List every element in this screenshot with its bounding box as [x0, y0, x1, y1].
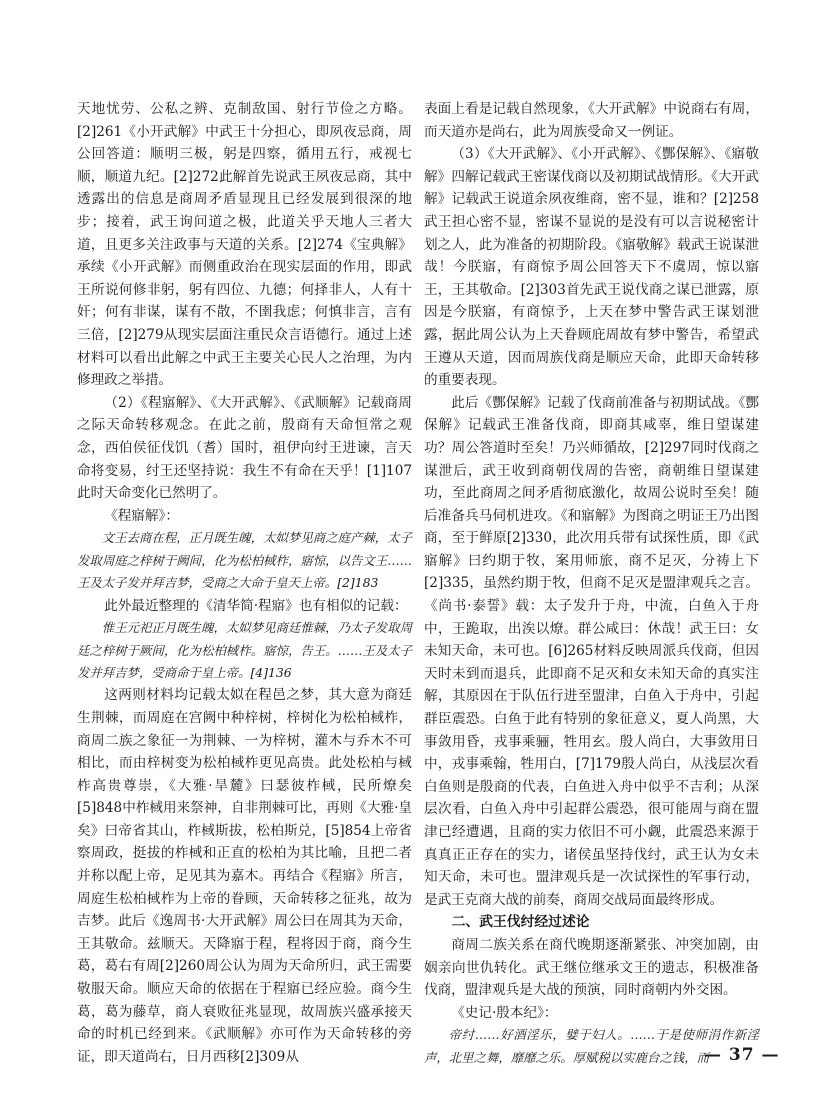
left-quote-1: 文王去商在程，正月既生魄，太姒梦见商之庭产棘，太子发取周庭之梓树于阙间，化为松柏棫柞，寤惊，以告文王……王及太子发并拜吉梦，受商之大命于皇天上帝。[2]183 — [77, 530, 412, 591]
right-paragraph-3: 此后《酆保解》记载了伐商前准备与初期试战。《酆保解》记载武王准备伐商，即商其咸辜，维日望谋建功？周公答道时至矣！乃兴师循故，[2]297同时伐商之谋泄后，武王收到商朝伐周的告密，商朝维日望谋建功，至此商周之间矛盾彻底激化，故周公说时至矣！随后准备兵马伺机进攻。《和寤解》为图商之明证王乃出图商，至于鲜原[2]330，此次用兵带有试探性质，即《武寤解》曰约期于牧，案用师旅，商不足灭，分祷上下[2]335，虽然约期于牧，但商不足灭是盟津观兵之言。《尚书·泰誓》载：太子发升于舟，中流，白鱼入于舟中，王跪取，出涘以燎。群公咸曰：休哉！武王曰：女未知天命，未可也。[6]265材料反映周派兵伐商，但因天时未到而退兵，此即商不足灭和女未知天命的真实注解，其原因在于队伍行进至盟津，白鱼入于舟中，引起群臣震恐。白鱼于此有特别的象征意义，夏人尚黑，大事敛用昏，戎事乘骊，牲用玄。殷人尚白，大事敛用日中，戎事乘翰，牲用白，[7]179殷人尚白，从浅层次看白鱼则是殷商的代表，白鱼进入舟中似乎不吉利；从深层次看，白鱼入舟中引起群公震恐，很可能周与商在盟津已经遭遇，且商的实力依旧不可小觑，此震恐来源于真真正正存在的实力，诸侯虽坚持伐纣，武王认为女未知天命，未可也。盟津观兵是一次试探性的军事行动，是武王克商大战的前奏，商周交战局面最终形成。 — [424, 394, 759, 908]
left-paragraph-5: 这两则材料均记载太姒在程邑之梦，其大意为商廷生荆棘，而周庭在宫阙中种梓树，梓树化为松柏棫柞，商周二族之象征一为荆棘、一为梓树，灌木与乔木不可相比，而由梓树变为松柏棫柞更见高贵。此处松柏与棫柞高贵尊崇，《大雅·旱麓》曰瑟彼柞棫，民所燎矣[5]848中柞棫用来祭神，自非荆棘可比，再则《大雅·皇矣》曰帝省其山，柞棫斯拔，松柏斯兑，[5]854上帝省察周政，挺拔的柞棫和正直的松柏为其比喻，且把二者并称以配上帝，足见其为嘉木。再结合《程寤》所言，周庭生松柏棫柞为上帝的眷顾，天命转移之征兆，故为吉梦。此后《逸周书·大开武解》周公曰在周其为天命，王其敬命。兹顺天。天降寤于程，程将因于商，商今生葛，葛右有周[2]260周公认为周为天命所归，武王需要敬服天命。顺应天命的依据在于程寤已经应验。商今生葛，葛为藤草，商人衰败征兆显现，故周族兴盛承接天命的时机已经到来。《武顺解》亦可作为天命转移的旁证，即天道尚右，日月西移[2]309从 — [77, 687, 412, 1065]
left-paragraph-1: 天地忧劳、公私之辨、克制敌国、射行节俭之方略。[2]261《小开武解》中武王十分担心，即夙夜忌商，周公回答道：顺明三极，躬是四察，循用五行，戒视七顺，顺道九纪。[2]272此解首先说武王夙夜忌商，其中透露出的信息是商周矛盾显现且已经发展到很深的地步；接着，武王询问道之极，此道关乎天地人三者大道，且更多关注政事与天道的关系。[2]274《宝典解》承续《小开武解》而侧重政治在现实层面的作用，即武王所说何修非躬，躬有四位、九德；何择非人，人有十奸；何有非谋，谋有不散，不圉我虑；何慎非言，言有三倍，[2]279从现实层面注重民众言语德行。通过上述材料可以看出此解之中武王主要关心民人之治理，为内修理政之举措。 — [77, 101, 412, 389]
left-column — [77, 98, 412, 1068]
left-quote-2: 惟王元祀正月既生魄，太姒梦见商廷惟棘，乃太子发取周廷之梓树于厥间，化为松柏棫柞。寤惊，告王。……王及太子发并拜吉梦，受商命于皇上帝。[4]136 — [77, 620, 412, 680]
right-paragraph-2: （3）《大开武解》、《小开武解》、《酆保解》、《寤敬解》四解记载武王密谋伐商以及初期试战情形。《大开武解》记载武王说道余夙夜维商，密不显，谁和？[2]258武王担心密不显，密谋不显说的是没有可以言说秘密计划之人，此为准备的初期阶段。《寤敬解》载武王说谋泄哉！今朕寤，有商惊予周公回答天下不虞周，惊以寤王，王其敬命。[2]303首先武王说伐商之谋已泄露，原因是今朕寤，有商惊予，上天在梦中警告武王谋划泄露，据此周公认为上天眷顾庇周故有梦中警告，希望武王遵从天道，因而周族伐商是顺应天命，此即天命转移的重要表现。 — [424, 146, 759, 389]
right-column — [424, 98, 759, 1069]
left-paragraph-2: （2）《程寤解》、《大开武解》、《武顺解》记载商周之际天命转移观念。在此之前，殷商有天命恒常之观念，西伯侯征伐饥（耆）国时，祖伊向纣王进谏，言天命将变易，纣王还坚持说：我生不有命在天乎！[1]107此时天命变化已然明了。 — [77, 394, 412, 502]
left-paragraph-3: 《程寤解》： — [104, 507, 179, 524]
right-paragraph-1: 表面上看是记载自然现象，《大开武解》中说商右有周，而天道亦是尚右，此为周族受命又一例证。 — [424, 101, 759, 140]
right-paragraph-5: 《史记·殷本纪》： — [451, 1004, 558, 1021]
right-paragraph-4: 商周二族关系在商代晚期逐渐紧张、冲突加剧，由姻亲向世仇转化。武王继位继承文王的遗志，积极准备伐商，盟津观兵是大战的预演，同时商朝内外交困。 — [424, 936, 759, 999]
page-number: — 37 — — [704, 1045, 780, 1065]
left-paragraph-4: 此外最近整理的《清华简·程寤》也有相似的记载： — [104, 597, 408, 614]
section-heading: 二、武王伐纣经过述论 — [451, 914, 590, 931]
right-quote-1: 帝纣……好酒淫乐，嬖于妇人。……于是使师涓作新淫声，北里之舞，靡靡之乐。厚赋税以实鹿台之钱，而 — [424, 1027, 759, 1065]
